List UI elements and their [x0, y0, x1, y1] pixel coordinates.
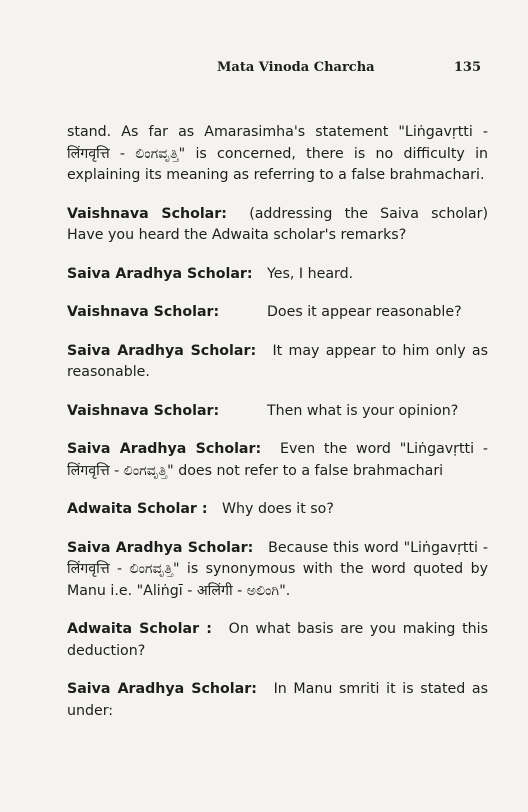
- dialogue-saiva-2: [67, 341, 488, 384]
- page-body: [67, 122, 488, 739]
- running-header: [0, 60, 528, 80]
- dialogue-text: It may appear to him only as reasonable.: [67, 342, 488, 380]
- dialogue-text: (addressing the Saiva scholar) Have you heard the Adwaita scholar's remarks?: [67, 205, 488, 243]
- speaker-label: Vaishnava Scholar:: [67, 205, 227, 222]
- dialogue-vaishnava-2: [67, 302, 488, 324]
- speaker-label: Saiva Aradhya Scholar:: [67, 681, 257, 697]
- speaker-label: Saiva Aradhya Scholar:: [67, 441, 262, 457]
- dialogue-text: Yes, I heard.: [267, 265, 354, 282]
- speaker-label: Saiva Aradhya Scholar:: [67, 342, 257, 359]
- dialogue-saiva-1: [67, 264, 488, 286]
- speaker-label: Vaishnava Scholar:: [67, 304, 220, 320]
- speaker-label: Saiva Aradhya Scholar:: [67, 539, 254, 556]
- dialogue-text: Even the word "Liṅgavṛtti - लिंगवृत्ति - ಲಿಂಗವೃತ್ತಿ" does not refer to a false brahmachari: [67, 441, 488, 479]
- dialogue-adwaita-2: [67, 619, 488, 662]
- speaker-label: Adwaita Scholar :: [67, 501, 208, 517]
- dialogue-text: On what basis are you making this deduction?: [67, 621, 488, 659]
- dialogue-text: Because this word "Liṅgavṛtti - लिंगवृत्ति - ಲಿಂಗವೃತ್ತಿ" is synonymous with the word quoted by Manu i.e. "Aliṅgī - अलिंगी - ಅಲಿಂಗಿ".: [67, 539, 488, 599]
- dialogue-saiva-3: [67, 439, 488, 482]
- dialogue-adwaita-1: [67, 499, 488, 521]
- speaker-label: Adwaita Scholar :: [67, 621, 212, 637]
- dialogue-vaishnava-1: [67, 204, 488, 247]
- dialogue-saiva-5: [67, 679, 488, 722]
- paragraph-continuation: stand. As far as Amarasimha's statement "Liṅgavṛtti - लिंगवृत्ति - ಲಿಂಗವೃತ್ತಿ" is concerned, there is no difficulty in explaining its meaning as referring to a false brahmachari.: [67, 124, 488, 183]
- dialogue-text: Why does it so?: [222, 501, 334, 517]
- dialogue-text: In Manu smriti it is stated as under:: [67, 681, 489, 719]
- running-title: Mata Vinoda Charcha: [217, 60, 375, 75]
- dialogue-text: Does it appear reasonable?: [267, 304, 462, 320]
- speaker-label: Vaishnava Scholar:: [67, 402, 220, 419]
- page-number: 135: [453, 60, 481, 75]
- dialogue-vaishnava-3: [67, 401, 488, 423]
- dialogue-text: Then what is your opinion?: [267, 402, 459, 419]
- dialogue-saiva-4: [67, 538, 488, 603]
- speaker-label: Saiva Aradhya Scholar:: [67, 265, 253, 282]
